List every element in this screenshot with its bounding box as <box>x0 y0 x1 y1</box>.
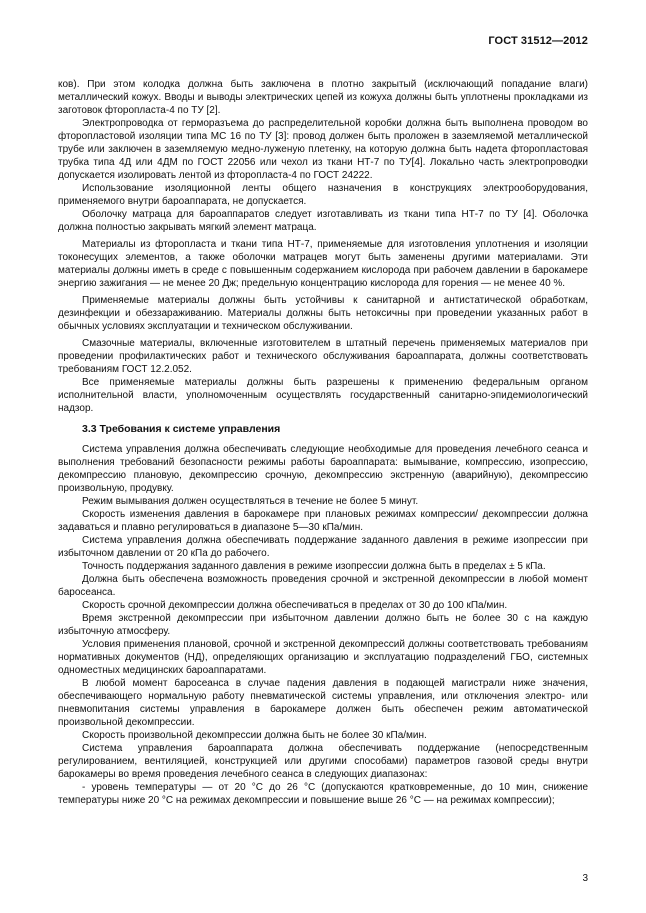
paragraph: ков). При этом колодка должна быть заключена в плотно закрытый (исключающий попадание влаги) металлический кожух. Вводы и выводы электрических цепей из кожуха должны быть уплотнены прокладками из заготовок фторопласта-4 по ТУ [2]. <box>58 79 588 116</box>
paragraph: Электропроводка от гермоpазъема до распределительной коробки должна быть выполнена проводом во фторопластовой изоляции типа МС 16 по ТУ [3]: провод должен быть проложен в заземляемой металлической трубе или заключен в заземляемую медно-луженую плетенку, на которую должна быть надета фторопластовая трубка типа 4Д или 4ДМ по ГОСТ 22056 или чехол из ткани НТ-7 по ТУ[4]. Локально часть электропроводки допускается изолировать лентой из фторопласта-4 по ГОСТ 24222. <box>58 118 588 181</box>
paragraph: Условия применения плановой, срочной и экстренной декомпрессий должны соответствовать требованиям нормативных документов (НД), определяющих организацию и эксплуатацию подразделений ГБО, системных одноместных медицинских бароаппаратами. <box>58 639 588 676</box>
paragraph: - уровень температуры — от 20 °С до 26 °С (допускаются кратковременные, до 10 мин, снижение температуры ниже 20 °С на режимах декомпрессии и повышение выше 26 °С — на режимах компрессии); <box>58 782 588 806</box>
paragraph: Скорость изменения давления в барокамере при плановых режимах компрессии/ декомпрессии должна задаваться и плавно регулироваться в диапазоне 5—30 кПа/мин. <box>58 509 588 533</box>
paragraph: Режим вымывания должен осуществляться в течение не более 5 минут. <box>82 496 419 507</box>
paragraph: Система управления должна обеспечивать следующие необходимые для проведения лечебного сеанса и выполнения требований безопасности режимы работы бароаппарата: вымывание, компрессию, изопрессию, декомпрессию плановую, декомпрессию срочную, декомпрессию экстренную (аварийную), декомпрессию произвольную, продувку. <box>58 444 588 494</box>
page-number: 3 <box>582 873 588 884</box>
paragraph: Оболочку матраца для бароаппаратов следует изготавливать из ткани типа НТ-7 по ТУ [4]. Оболочка должна полностью закрывать мягкий элемент матраца. <box>58 209 588 233</box>
paragraph: В любой момент бaросеанса в случае падения давления в подающей магистрали ниже значения, обеспечивающего нормальную работу пневматической системы управления, или отключения электро- или пневмопитания системы управления в барокамере должен быть обеспечен режим автоматической произвольной декомпрессии. <box>58 678 588 728</box>
paragraph: Скорость срочной декомпрессии должна обеспечиваться в пределах от 30 до 100 кПа/мин. <box>82 600 508 611</box>
paragraph: Система управления должна обеспечивать поддержание заданного давления в режиме изопрессии при избыточном давлении от 20 кПа до рабочего. <box>58 535 588 559</box>
paragraph: Смазочные материалы, включенные изготовителем в штатный перечень применяемых материалов при проведении профилактических работ и технического обслуживания бароаппарата, должны соответствовать требованиям ГОСТ 12.2.052. <box>58 338 588 375</box>
paragraph: Использование изоляционной ленты общего назначения в конструкциях электрооборудования, применяемого внутри бароаппарата, не допускается. <box>58 183 588 207</box>
paragraph: Все применяемые материалы должны быть разрешены к применению федеральным органом исполнительной власти, уполномоченным осуществлять государственный санитарно-эпидемиологический надзор. <box>58 377 588 414</box>
body-text <box>58 78 588 807</box>
paragraph: Точность поддержания заданного давления в режиме изопрессии должна быть в пределах ± 5 кПа. <box>82 561 546 572</box>
paragraph: Материалы из фторопласта и ткани типа НТ-7, применяемые для изготовления уплотнения и изоляции токонесущих элементов, а также оболочки матрацев могут быть заменены другими материалами. Эти материалы должны иметь в среде с повышенным содержанием кислорода при рабочем давлении в барокамере энергию зажигания — не менее 20 Дж; предельную концентрацию кислорода для горения — не менее 40 %. <box>58 239 588 289</box>
paragraph: Время экстренной декомпрессии при избыточном давлении должно быть не более 30 с на каждую избыточную атмосферу. <box>58 613 588 637</box>
section-heading: 3.3 Требования к системе управления <box>82 423 281 435</box>
paragraph: Должна быть обеспечена возможность проведения срочной и экстренной декомпрессии в любой момент бaросеанса. <box>58 574 588 598</box>
paragraph: Скорость произвольной декомпрессии должна быть не более 30 кПа/мин. <box>82 730 427 741</box>
standard-header: ГОСТ 31512—2012 <box>488 35 588 47</box>
paragraph: Система управления бароаппарата должна обеспечивать поддержание (непосредственным регулированием, вентиляцией, конструкцией или другими способами) параметров газовой среды внутри барокамеры во время проведения лечебного сеанса в следующих диапазонах: <box>58 743 588 780</box>
paragraph: Применяемые материалы должны быть устойчивы к санитарной и антистатической обработкам, дезинфекции и обеззараживанию. Материалы должны быть нетоксичны при проведении указанных работ в обычных условиях эксплуатации и техническом обслуживании. <box>58 295 588 332</box>
